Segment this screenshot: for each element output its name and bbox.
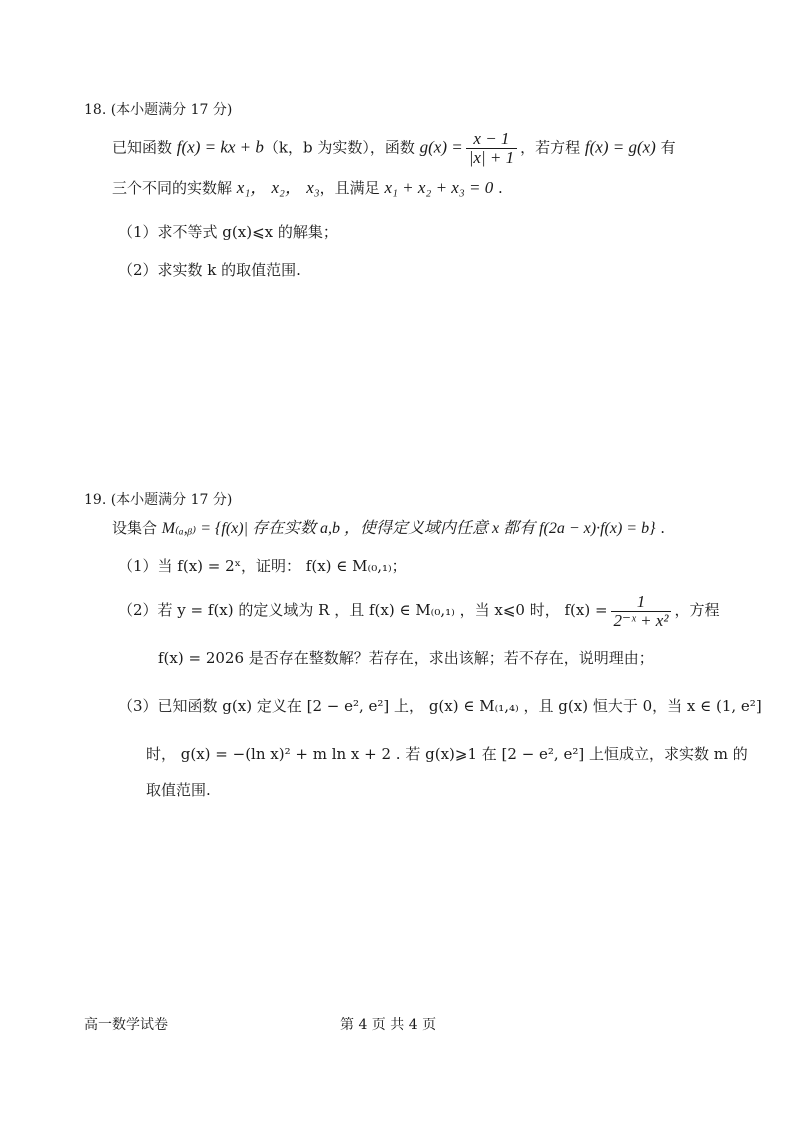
q19-set-definition: M₍ₐ,ᵦ₎ = {f(x)| 存在实数 a,b ，使得定义域内任意 x 都有 f(2a − x)·f(x) = b} [161,520,656,537]
q18-g-label: g(x) = [419,137,463,157]
q18-g-fraction [466,130,517,167]
q19-part3-line2: 时， g(x) = −(ln x)² + m ln x + 2 . 若 g(x)⩾1 在 [2 − e², e²] 上恒成立，求实数 m 的 [146,745,748,763]
fraction-denominator: 2⁻ˣ + x² [613,610,669,630]
q18-roots: x₁， x₂， x₃ [236,178,320,197]
fraction-denominator: |x| + 1 [468,148,515,167]
fraction-numerator: 1 [611,593,672,612]
footer-course-title: 高一数学试卷 [84,1017,168,1033]
q18-part2: （2）求实数 k 的取值范围. [118,261,301,279]
q19-part3-line1: （3）已知函数 g(x) 定义在 [2 − e², e²] 上， g(x) ∈ M₍₁,₄₎ ，且 g(x) 恒大于 0，当 x ∈ (1, e²] [118,697,762,715]
q19-header: 19. (本小题满分 17 分) [84,492,233,508]
q18-text: 三个不同的实数解 [112,179,237,197]
q19-text: 设集合 [112,519,162,537]
q19-part3-line3: 取值范围. [146,781,211,799]
footer-page-number: 第 4 页 共 4 页 [340,1017,437,1033]
q18-header: 18. (本小题满分 17 分) [84,102,233,118]
fraction-numerator: x − 1 [466,130,517,149]
q19-text: （2）若 y = f(x) 的定义域为 R ，且 f(x) ∈ M₍₀,₁₎ ，当 x⩽0 时， f(x) = [118,601,608,619]
q18-text: . [493,179,503,197]
q18-part1: （1）求不等式 g(x)⩽x 的解集； [118,223,338,241]
q19-part2-line2: f(x) = 2026 是否存在整数解？若存在，求出该解；若不存在，说明理由； [158,649,654,667]
q18-text: ，若方程 [520,138,585,157]
q19-definition [112,518,665,539]
q19-text: ，方程 [674,601,720,619]
q19-fraction [611,593,672,630]
q19-part1: （1）当 f(x) = 2ˣ，证明： f(x) ∈ M₍₀,₁₎； [118,557,407,575]
q18-text: （k，b 为实数），函数 [263,138,420,157]
q18-text: ，且满足 [319,179,385,197]
q18-stem-line2 [112,178,503,198]
q18-f-definition: f(x) = kx + b [176,137,264,157]
q18-equation: f(x) = g(x) [584,137,656,157]
q19-text: . [655,519,666,537]
q18-stem-line1 [112,130,676,167]
q18-text: 已知函数 [112,138,177,157]
q19-part2-line1 [118,592,719,630]
q18-text: 有 [655,138,676,157]
q18-sum-condition: x₁ + x₂ + x₃ = 0 [384,178,494,197]
